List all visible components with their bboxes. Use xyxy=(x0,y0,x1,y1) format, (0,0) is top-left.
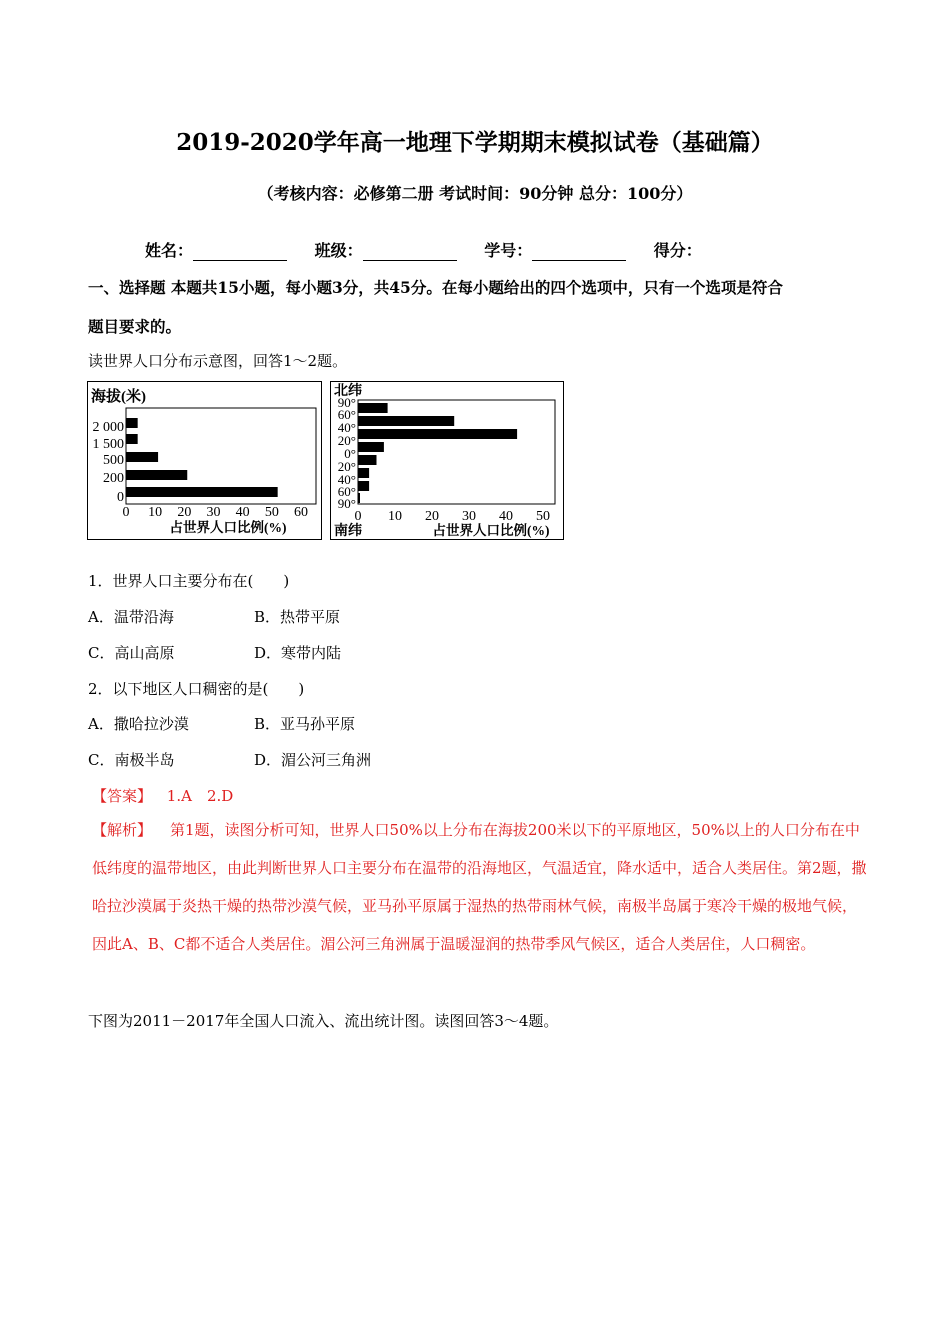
bar-2 xyxy=(126,452,158,462)
name-label: 姓名： xyxy=(145,241,194,260)
x-tick-label: 40 xyxy=(235,505,250,520)
intro-text-2: 下图为2011－2017年全国人口流入、流出统计图。读图回答3～4题。 xyxy=(88,1012,559,1030)
altitude-chart xyxy=(87,381,322,540)
question-1-option-c[interactable]: C．高山高原 xyxy=(88,644,175,662)
bar-7 xyxy=(358,493,360,503)
id-blank[interactable] xyxy=(532,244,626,261)
x-tick-label: 10 xyxy=(148,505,163,520)
exam-info: （考核内容：必修第二册 考试时间：90分钟 总分：100分） xyxy=(257,184,693,203)
bar-0 xyxy=(126,418,138,428)
y-tick-label: 40° xyxy=(337,420,356,435)
x-tick-label: 10 xyxy=(388,509,402,524)
bar-1 xyxy=(358,416,454,426)
x-tick-label: 30 xyxy=(206,505,221,520)
altitude-chart-svg xyxy=(88,382,321,539)
x-tick-label: 20 xyxy=(177,505,192,520)
x-tick-label: 50 xyxy=(264,505,279,520)
question-2-option-c[interactable]: C．南极半岛 xyxy=(88,751,175,769)
y-tick-label: 90° xyxy=(337,395,356,410)
question-1-stem: 1．世界人口主要分布在( ) xyxy=(88,572,290,590)
section-heading-line2: 题目要求的。 xyxy=(88,317,182,336)
southern-hemisphere-label: 南纬 xyxy=(334,524,362,539)
name-blank[interactable] xyxy=(193,244,287,261)
x-tick-label: 40 xyxy=(499,509,513,524)
class-blank[interactable] xyxy=(363,244,457,261)
x-axis-label: 占世界人口比例(%) xyxy=(169,520,287,535)
x-axis-label: 占世界人口比例(%) xyxy=(432,523,550,538)
analysis-block xyxy=(92,811,867,963)
bar-3 xyxy=(358,442,384,452)
y-tick-label: 500 xyxy=(103,453,124,468)
y-tick-label: 40° xyxy=(337,472,356,487)
bar-3 xyxy=(126,470,187,480)
bar-2 xyxy=(358,429,517,439)
y-tick-label: 90° xyxy=(337,496,356,511)
x-tick-label: 0 xyxy=(354,509,362,524)
y-tick-label: 20° xyxy=(337,459,356,474)
x-tick-label: 60 xyxy=(294,505,308,520)
y-tick-label: 200 xyxy=(103,471,124,486)
question-1-option-d[interactable]: D．寒带内陆 xyxy=(254,644,342,662)
x-tick-label: 30 xyxy=(462,509,476,524)
chart-title: 海拔(米) xyxy=(91,389,146,405)
y-tick-label: 0 xyxy=(117,490,124,505)
answer-text: 1.A 2.D xyxy=(166,787,234,805)
analysis-text: 第1题，读图分析可知，世界人口50%以上分布在海拔200米以下的平原地区，50%以上的人口分布在中低纬度的温带地区，由此判断世界人口主要分布在温带的沿海地区，气温适宜，降水适中，适合人类居住。第2题，撒哈拉沙漠属于炎热干燥的热带沙漠气候，亚马孙平原属于湿热的热带雨林气候，南极半岛属于寒冷干燥的极地气候，因此A、B、C都不适合人类居住。湄公河三角洲属于温暖湿润的热带季风气候区，适合人类居住，人口稠密。 xyxy=(92,821,867,953)
x-tick-label: 0 xyxy=(122,505,130,520)
latitude-chart xyxy=(330,381,564,540)
question-1-option-b[interactable]: B．热带平原 xyxy=(254,608,341,626)
bar-6 xyxy=(358,481,369,491)
y-tick-label: 20° xyxy=(337,433,356,448)
answer-block xyxy=(92,785,233,806)
question-1-option-a[interactable]: A．温带沿海 xyxy=(88,608,174,626)
class-label: 班级： xyxy=(314,241,363,260)
question-2-option-d[interactable]: D．湄公河三角洲 xyxy=(254,751,372,769)
page-title: 2019-2020学年高一地理下学期期末模拟试卷（基础篇） xyxy=(176,129,774,156)
question-2-option-b[interactable]: B．亚马孙平原 xyxy=(254,715,356,733)
question-2-stem: 2．以下地区人口稠密的是( ) xyxy=(88,680,305,698)
y-tick-label: 0° xyxy=(344,446,356,461)
y-tick-label: 60° xyxy=(337,484,356,499)
score-label: 得分： xyxy=(653,241,702,260)
answer-label: 【答案】 xyxy=(92,787,153,805)
analysis-label: 【解析】 xyxy=(92,821,153,839)
y-tick-label: 60° xyxy=(337,407,356,422)
bar-0 xyxy=(358,403,388,413)
latitude-chart-svg xyxy=(331,382,563,539)
plot-frame xyxy=(358,400,555,504)
bar-4 xyxy=(358,455,377,465)
x-tick-label: 50 xyxy=(536,509,550,524)
bar-4 xyxy=(126,487,278,497)
bar-1 xyxy=(126,434,138,444)
section-heading-line1: 一、选择题 本题共15小题，每小题3分，共45分。在每小题给出的四个选项中，只有一个选项是符合 xyxy=(88,278,783,297)
intro-text-1: 读世界人口分布示意图，回答1～2题。 xyxy=(88,352,348,370)
bar-5 xyxy=(358,468,369,478)
chart-title: 北纬 xyxy=(334,384,362,399)
question-2-option-a[interactable]: A．撒哈拉沙漠 xyxy=(88,715,189,733)
x-tick-label: 20 xyxy=(425,509,439,524)
id-label: 学号： xyxy=(484,241,533,260)
y-tick-label: 2 000 xyxy=(92,420,124,435)
y-tick-label: 1 500 xyxy=(92,437,124,452)
student-fields xyxy=(145,238,702,261)
